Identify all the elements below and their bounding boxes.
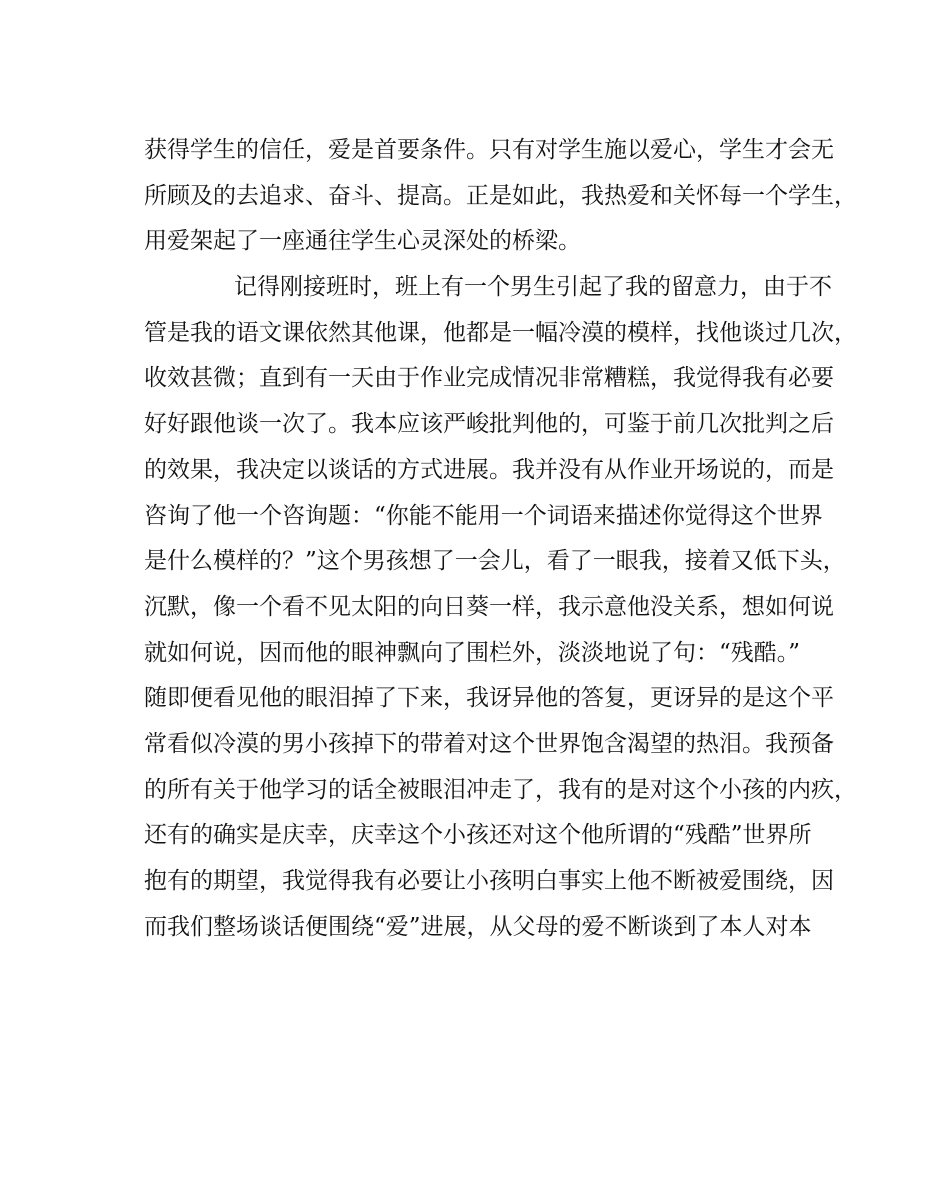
text-line: 常看似冷漠的男小孩掉下的带着对这个世界饱含渴望的热泪。我预备 (144, 730, 834, 757)
text-line: 随即便看见他的眼泪掉了下来，我讶异他的答复，更讶异的是这个平 (144, 685, 834, 712)
text-line: 就如何说，因而他的眼神飘向了围栏外，淡淡地说了句：“残酷。” (144, 639, 801, 666)
text-line: 的效果，我决定以谈话的方式进展。我并没有从作业开场说的，而是 (144, 456, 834, 483)
body-text (144, 128, 857, 950)
text-line: 而我们整场谈话便围绕“爱”进展，从父母的爱不断谈到了本人对本 (144, 913, 812, 940)
text-line: 用爱架起了一座通往学生心灵深处的桥梁。 (144, 228, 581, 255)
text-line: 的所有关于他学习的话全被眼泪冲走了，我有的是对这个小孩的内疚， (144, 776, 857, 803)
text-line: 沉默，像一个看不见太阳的向日葵一样，我示意他没关系，想如何说 (144, 593, 834, 620)
text-line: 还有的确实是庆幸，庆幸这个小孩还对这个他所谓的“残酷”世界所 (144, 822, 812, 849)
text-line: 获得学生的信任，爱是首要条件。只有对学生施以爱心，学生才会无 (144, 137, 834, 163)
text-line: 抱有的期望，我觉得我有必要让小孩明白事实上他不断被爱围绕，因 (144, 868, 834, 894)
text-line: 所顾及的去追求、奋斗、提高。正是如此，我热爱和关怀每一个学生， (144, 182, 857, 209)
paragraph-start-line: 记得刚接班时，班上有一个男生引起了我的留意力，由于不 (234, 274, 832, 301)
text-line: 收效甚微；直到有一天由于作业完成情况非常糟糕，我觉得我有必要 (144, 365, 834, 392)
text-line: 是什么模样的？”这个男孩想了一会儿，看了一眼我，接着又低下头， (144, 548, 846, 575)
text-line: 咨询了他一个咨询题：“你能不能用一个词语来描述你觉得这个世界 (144, 502, 823, 529)
text-line: 管是我的语文课依然其他课，他都是一幅冷漠的模样，找他谈过几次， (144, 319, 857, 346)
text-line: 好好跟他谈一次了。我本应该严峻批判他的，可鉴于前几次批判之后 (144, 411, 834, 438)
